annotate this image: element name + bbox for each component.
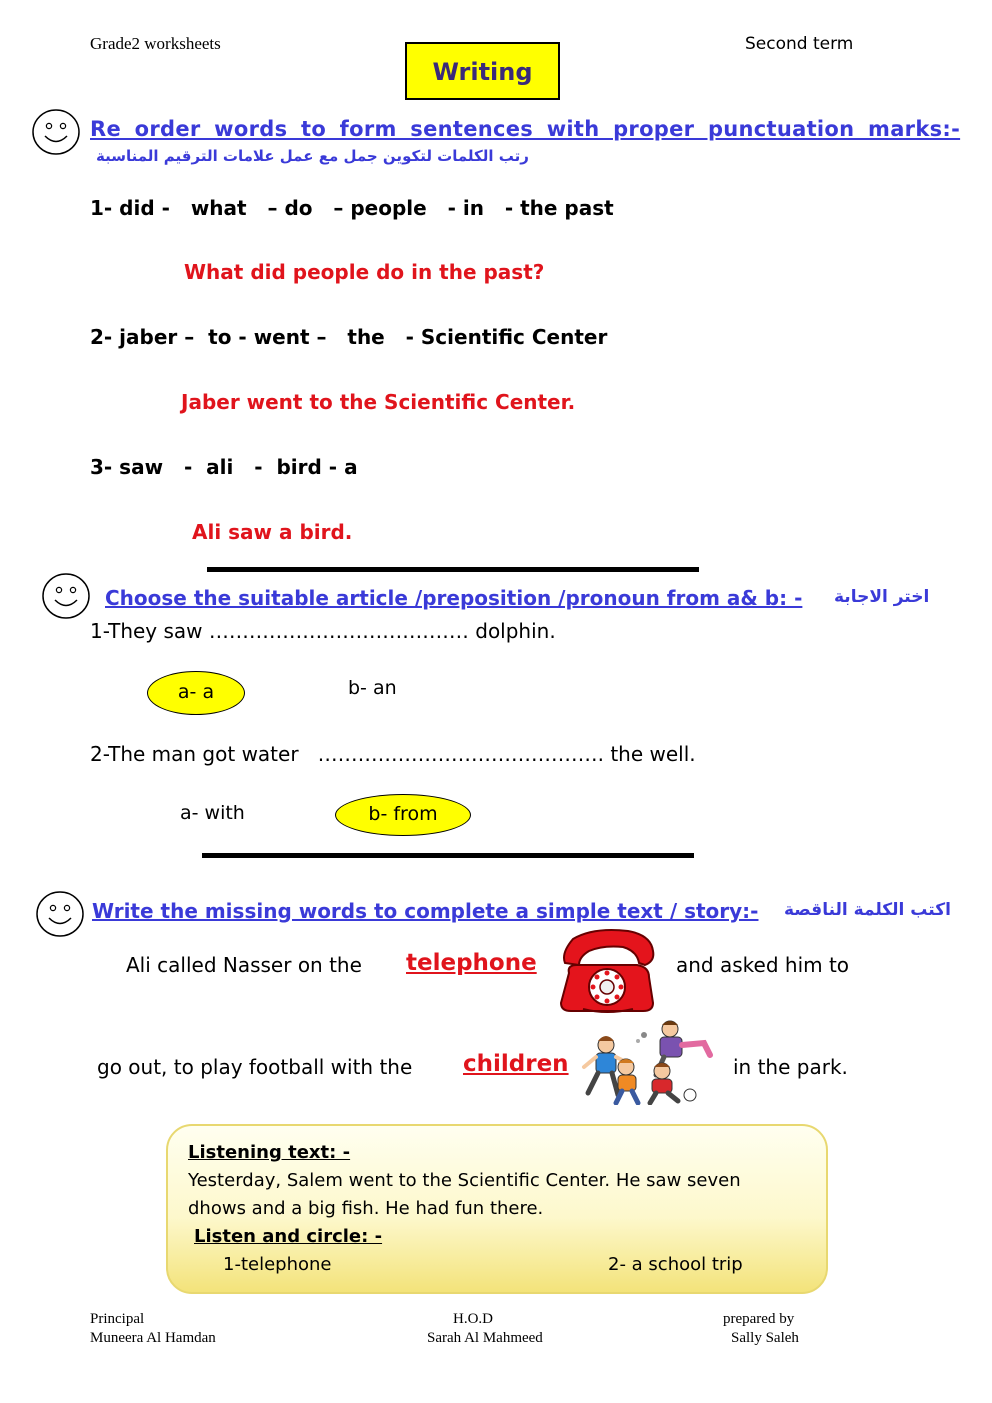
story-line1-after: and asked him to: [676, 953, 850, 977]
header-right: Second term: [745, 34, 854, 54]
listen-circle-heading: Listen and circle: -: [194, 1226, 383, 1247]
listening-option-1: 1-telephone: [223, 1254, 332, 1275]
story-line2-after: in the park.: [733, 1055, 848, 1079]
option-a: a- with: [180, 802, 245, 824]
section3-arabic: اكتب الكلمة الناقصة: [784, 900, 951, 920]
listening-heading: Listening text: -: [188, 1142, 351, 1163]
story-line2-before: go out, to play football with the: [97, 1055, 413, 1079]
question-1: 1-They saw ………………………………… dolphin.: [90, 619, 556, 643]
answer-sentence-1: What did people do in the past?: [184, 260, 545, 284]
footer-principal-role: Principal: [90, 1311, 145, 1327]
story-answer-1: telephone: [406, 950, 537, 976]
header-left: Grade2 worksheets: [90, 34, 221, 53]
telephone-icon: [553, 925, 663, 1017]
footer-prepared-role: prepared by: [723, 1311, 795, 1327]
footer-hod-name: Sarah Al Mahmeed: [427, 1330, 543, 1346]
footer-prepared-name: Sally Saleh: [731, 1330, 799, 1346]
smiley-icon: [41, 572, 91, 620]
page-title: Writing: [405, 42, 560, 100]
answer-sentence-3: Ali saw a bird.: [192, 520, 353, 544]
scrambled-sentence-3: 3- saw - ali - bird - a: [90, 455, 358, 479]
story-answer-2: children: [463, 1051, 569, 1077]
listening-text-line1: Yesterday, Salem went to the Scientific Center. He saw seven: [188, 1170, 741, 1191]
smiley-icon: [35, 890, 85, 938]
footer-principal-name: Muneera Al Hamdan: [90, 1330, 216, 1346]
section1-instruction: Re order words to form sentences with proper punctuation marks:-: [90, 117, 961, 141]
listening-box: [166, 1124, 828, 1294]
scrambled-sentence-1: 1- did - what – do – people - in - the past: [90, 196, 614, 220]
circled-option-b: b- from: [335, 794, 471, 836]
footer-hod-role: H.O.D: [453, 1311, 493, 1327]
divider-line: [202, 853, 694, 858]
story-line1-before: Ali called Nasser on the: [126, 953, 362, 977]
listening-option-2: 2- a school trip: [608, 1254, 743, 1275]
scrambled-sentence-2: 2- jaber – to - went – the - Scientific Center: [90, 325, 608, 349]
children-icon: [578, 1015, 718, 1105]
section1-arabic: رتب الكلمات لتكوين جمل مع عمل علامات الترقيم المناسبة: [96, 147, 529, 165]
divider-line: [207, 567, 699, 572]
section3-instruction: Write the missing words to complete a simple text / story:-: [92, 899, 759, 923]
section2-instruction: Choose the suitable article /preposition /pronoun from a& b: -: [105, 586, 803, 610]
answer-sentence-2: Jaber went to the Scientific Center.: [181, 390, 576, 414]
question-2: 2-The man got water ……………………………………. the well.: [90, 742, 696, 766]
circled-option-a: a- a: [147, 671, 245, 715]
listening-text-line2: dhows and a big fish. He had fun there.: [188, 1198, 544, 1219]
section2-arabic: اختر الاجابة: [834, 587, 930, 607]
option-b: b- an: [348, 677, 397, 699]
smiley-icon: [31, 108, 81, 156]
